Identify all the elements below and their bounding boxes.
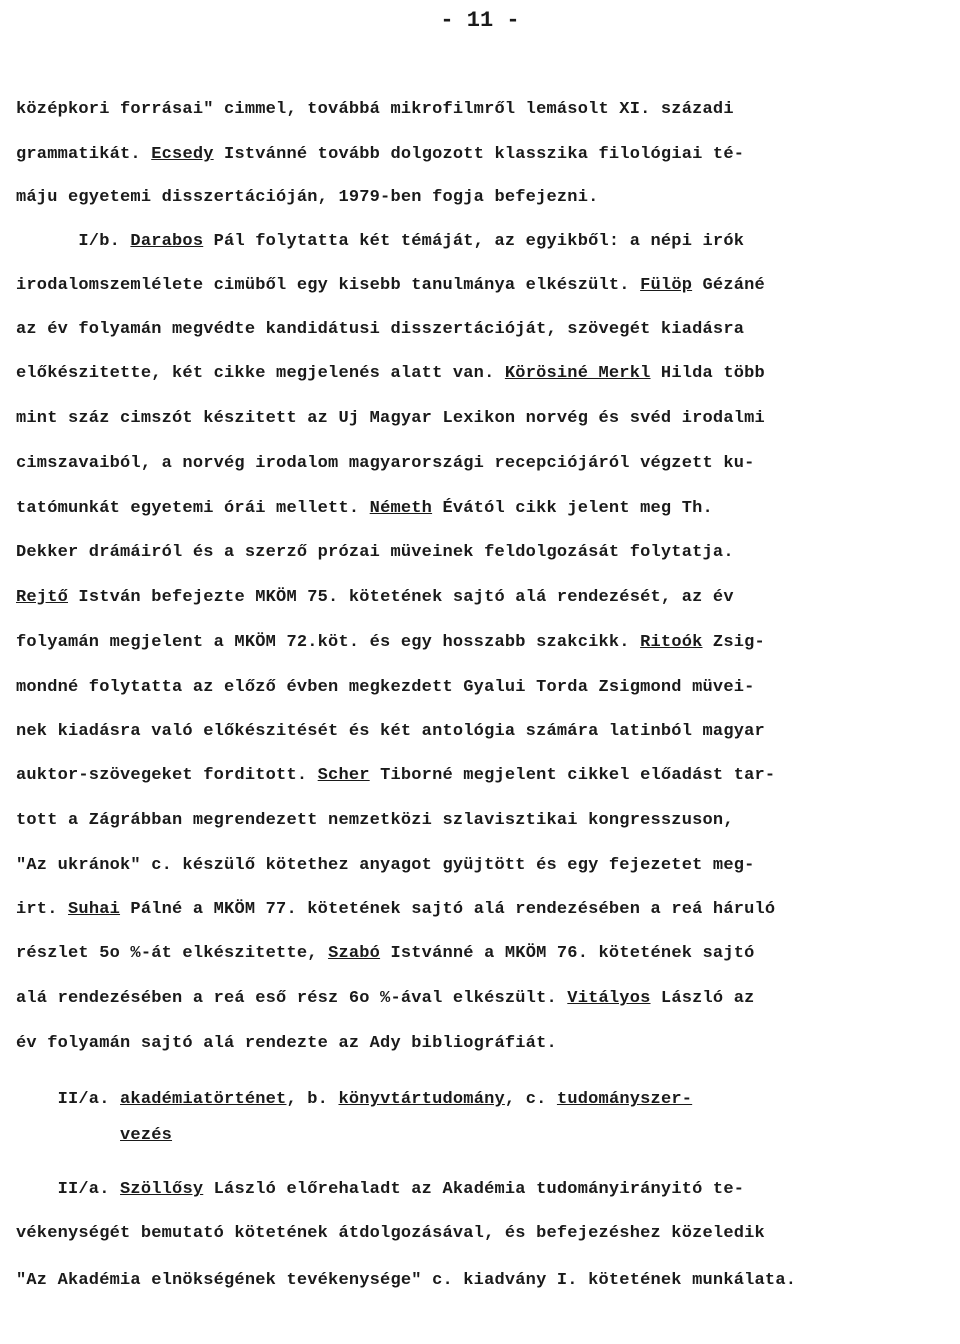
text-segment [16,1126,120,1145]
underlined-name: Darabos [130,232,204,251]
text-line [16,944,755,964]
text-segment: Pál folytatta két témáját, az egyikből: a népi irók [203,232,745,251]
text-line [16,1034,557,1054]
text-segment: II/a. [16,1180,121,1199]
text-line [16,900,775,920]
text-line [16,543,734,563]
text-segment: "Az ukránok" c. készülő kötethez anyagot gyüjtött és egy fejezetet meg- [16,856,755,875]
text-segment: folyamán megjelent a MKÖM 72.köt. és egy hosszabb szakcikk. [16,633,641,652]
underlined-name: Vitályos [567,989,651,1008]
text-line [16,633,765,653]
text-line [16,499,713,519]
text-line [16,1180,744,1200]
underlined-name: Rejtő [16,588,69,607]
text-line [16,989,755,1009]
text-segment: , c. [504,1090,557,1109]
text-segment: irt. [16,900,69,919]
underlined-name: vezés [120,1126,173,1145]
text-segment: máju egyetemi disszertációján, 1979-ben fogja befejezni. [16,188,599,207]
text-line [16,722,765,742]
text-segment: auktor-szövegeket forditott. [16,766,318,785]
text-segment: alá rendezésében a reá eső rész 6o %-ával elkészült. [16,989,568,1008]
underlined-name: Németh [369,499,433,518]
text-segment: év folyamán sajtó alá rendezte az Ady bibliográfiát. [16,1034,557,1053]
text-line [16,320,744,340]
text-segment: , b. [286,1090,339,1109]
text-segment: Tiborné megjelent cikkel előadást tar- [369,766,776,785]
text-segment: középkori forrásai" cimmel, továbbá mikrofilmről lemásolt XI. századi [16,100,734,119]
text-segment: Gézáné [692,276,765,295]
underlined-name: Szabó [328,944,381,963]
underlined-name: Szöllősy [120,1180,204,1199]
text-line [16,1090,692,1110]
text-segment: grammatikát. [16,145,152,164]
underlined-name: tudományszer- [556,1090,693,1109]
text-segment: Hilda több [650,364,765,383]
text-segment: tott a Zágrábban megrendezett nemzetközi szlavisztikai kongresszuson, [16,811,734,830]
text-segment: vékenységét bemutató kötetének átdolgozásával, és befejezéshez közeledik [16,1224,765,1243]
underlined-name: Ecsedy [151,145,214,164]
text-line [16,276,765,296]
text-segment: II/a. [16,1090,121,1109]
text-line [16,188,599,208]
underlined-name: Ritoók [640,633,703,652]
text-segment: "Az Akadémia elnökségének tevékenysége" c. kiadvány I. kötetének munkálata. [16,1271,797,1290]
text-line [16,364,765,384]
text-line [16,145,744,165]
underlined-name: akadémiatörténet [120,1090,287,1109]
text-line [16,1271,796,1291]
text-segment: mondné folytatta az előző évben megkezdett Gyalui Torda Zsigmond müvei- [16,678,755,697]
text-segment: László előrehaladt az Akadémia tudományirányitó te- [203,1180,745,1199]
text-segment: Istvánné tovább dolgozott klasszika filológiai té- [213,145,745,164]
text-segment: az év folyamán megvédte kandidátusi disszertációját, szövegét kiadásra [16,320,745,339]
text-segment: István befejezte MKÖM 75. kötetének sajtó alá rendezését, az év [68,588,734,607]
text-line [16,856,755,876]
text-line [16,811,734,831]
text-segment: László az [650,989,755,1008]
text-line [16,1126,172,1146]
text-segment: irodalomszemlélete cimüből egy kisebb tanulmánya elkészült. [16,276,641,295]
text-line [16,100,734,120]
text-line [16,678,755,698]
text-segment: részlet 5o %-át elkészitette, [16,944,329,963]
page-number: - 11 - [440,8,520,33]
text-line [16,766,775,786]
text-segment: I/b. [16,232,131,251]
text-line [16,232,744,252]
text-line [16,1224,765,1244]
text-segment: cimszavaiból, a norvég irodalom magyarországi recepciójáról végzett ku- [16,454,755,473]
underlined-name: Scher [317,766,370,785]
underlined-name: Fülöp [640,276,693,295]
text-segment: Zsig- [702,633,765,652]
text-segment: Évától cikk jelent meg Th. [432,499,713,518]
text-line [16,588,734,608]
text-line [16,454,755,474]
text-line [16,409,765,429]
underlined-name: Suhai [68,900,121,919]
text-segment: Pálné a MKÖM 77. kötetének sajtó alá rendezésében a reá háruló [120,900,776,919]
underlined-name: könyvtártudomány [338,1090,505,1109]
underlined-name: Körösiné Merkl [504,364,651,383]
text-segment: Istvánné a MKÖM 76. kötetének sajtó [380,944,755,963]
text-segment: tatómunkát egyetemi órái mellett. [16,499,370,518]
text-segment: nek kiadásra való előkészitését és két antológia számára latinból magyar [16,722,765,741]
text-segment: előkészitette, két cikke megjelenés alatt van. [16,364,505,383]
text-segment: Dekker drámáiról és a szerző prózai müveinek feldolgozását folytatja. [16,543,734,562]
text-segment: mint száz cimszót készitett az Uj Magyar Lexikon norvég és svéd irodalmi [16,409,765,428]
